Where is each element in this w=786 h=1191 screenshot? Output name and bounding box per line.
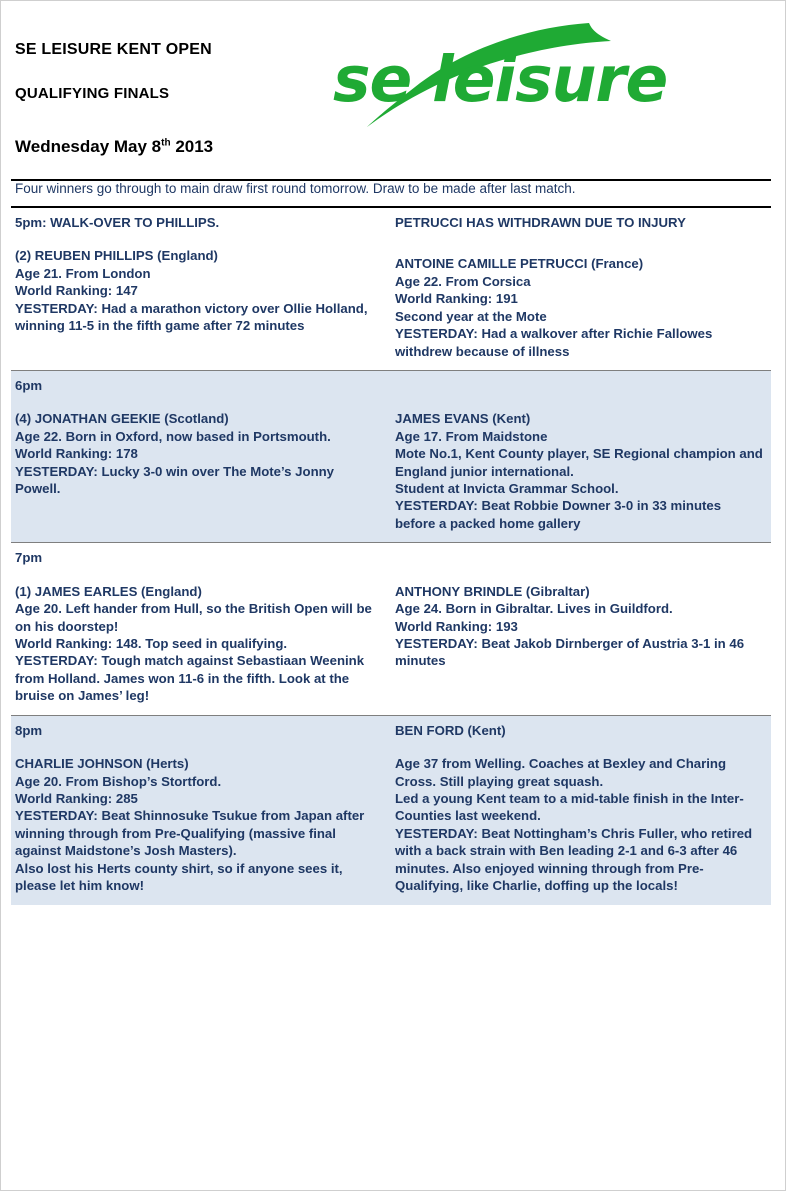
player-yesterday: YESTERDAY: Beat Jakob Dirnberger of Austria 3-1 in 46 minutes [395,636,745,669]
player-detail: Age 37 from Welling. Coaches at Bexley and Charing Cross. Still playing great squash. [395,756,726,789]
player-name: (2) REUBEN PHILLIPS (England) [15,248,218,264]
player-details [15,773,383,895]
player-yesterday: YESTERDAY: Beat Nottingham’s Chris Fuller, who retired with a back strain with Ben leading 2-1 and 6-3 after 46 minutes. Also enjoyed winning through from Pre-Qualifying, like Charlie, doffing up the locals! [395,825,753,894]
time-slot-spacer [391,370,771,404]
time-slot-label: 6pm [11,370,391,404]
player-cell-right [391,749,771,904]
player-detail: World Ranking: 178 [15,446,138,462]
document-header [11,11,771,179]
player-name: (4) JONATHAN GEEKIE (Scotland) [15,411,229,427]
player-name: JAMES EVANS (Kent) [395,411,531,427]
player-details [395,600,763,635]
table-row [11,404,771,542]
player-name: CHARLIE JOHNSON (Herts) [15,756,189,772]
document-body [11,11,771,905]
player-details [15,265,383,300]
event-date-prefix: Wednesday May 8 [15,137,162,156]
event-date-ordinal: th [161,137,171,149]
logo-wordmark: se leisure [333,43,668,116]
time-slot-row [11,543,771,577]
match-schedule-table [11,208,771,905]
player-yesterday: YESTERDAY: Had a walkover after Richie Fallowes withdrew because of illness [395,326,713,359]
player-details [395,273,763,325]
player-cell-right [391,404,771,542]
event-date-suffix: 2013 [170,137,214,156]
player-detail: Age 17. From Maidstone [395,428,548,444]
player-extra: Also lost his Herts county shirt, so if anyone sees it, please let him know! [15,860,343,894]
player-name: ANTOINE CAMILLE PETRUCCI (France) [395,256,644,272]
player-cell-left [11,577,391,715]
player-detail: World Ranking: 148. Top seed in qualifying. [15,636,288,652]
player-detail: Second year at the Mote [395,308,547,324]
player-detail: Age 24. Born in Gibraltar. Lives in Guildford. [395,601,673,617]
player-detail: Age 20. Left hander from Hull, so the British Open will be on his doorstep! [15,601,372,634]
player-yesterday: YESTERDAY: Beat Shinnosuke Tsukue from Japan after winning through from Pre-Qualifying (massive final against Maidstone’s Josh Masters). [15,808,365,859]
player-cell-right [391,577,771,715]
event-subtitle: QUALIFYING FINALS [15,85,170,102]
intro-text: Four winners go through to main draw first round tomorrow. Draw to be made after last match. [15,181,576,196]
notice-right: PETRUCCI HAS WITHDRAWN DUE TO INJURY [395,215,686,230]
player-cell-right-head [391,715,771,749]
player-detail: World Ranking: 147 [15,283,138,299]
time-slot-row [11,370,771,404]
player-cell-right [391,241,771,370]
player-cell-left [11,749,391,904]
player-detail: Led a young Kent team to a mid-table finish in the Inter-Counties last weekend. [395,790,744,824]
table-row [11,241,771,370]
player-details [15,428,383,463]
time-slot-spacer [391,543,771,577]
time-slot-label: 7pm [11,543,391,577]
player-cell-left [11,404,391,542]
player-detail: World Ranking: 193 [395,618,518,634]
player-yesterday: YESTERDAY: Lucky 3-0 win over The Mote’s Jonny Powell. [15,463,335,497]
player-detail: World Ranking: 191 [395,291,518,307]
player-cell-left [11,241,391,370]
player-details [15,600,383,705]
time-slot-label: 8pm [11,715,391,749]
table-row [11,577,771,715]
player-detail: Student at Invicta Grammar School. [395,481,619,497]
player-name: ANTHONY BRINDLE (Gibraltar) [395,583,590,599]
se-leisure-logo [293,19,763,129]
player-name: BEN FORD (Kent) [395,722,506,738]
event-date [15,137,213,157]
player-detail: Mote No.1, Kent County player, SE Regional champion and England junior international. [395,446,763,479]
player-yesterday: YESTERDAY: Had a marathon victory over Ollie Holland, winning 11-5 in the fifth game after 72 minutes [15,300,368,334]
table-row [11,749,771,904]
player-detail: Age 20. From Bishop’s Stortford. [15,773,222,789]
notice-row [11,208,771,241]
event-title: SE LEISURE KENT OPEN [15,41,212,58]
player-yesterday: YESTERDAY: Tough match against Sebastiaan Weenink from Holland. James won 11-6 in the fifth. Look at the bruise on James’ leg! [15,653,365,704]
notice-left: 5pm: WALK-OVER TO PHILLIPS. [15,215,220,230]
player-name: (1) JAMES EARLES (England) [15,583,202,599]
player-details [395,755,763,894]
player-detail: World Ranking: 285 [15,790,138,806]
time-slot-row [11,715,771,749]
player-detail: Age 21. From London [15,265,151,281]
player-detail: Age 22. Born in Oxford, now based in Portsmouth. [15,428,331,444]
player-detail: Age 22. From Corsica [395,273,531,289]
player-details [395,428,763,498]
player-yesterday: YESTERDAY: Beat Robbie Downer 3-0 in 33 minutes before a packed home gallery [395,498,722,531]
